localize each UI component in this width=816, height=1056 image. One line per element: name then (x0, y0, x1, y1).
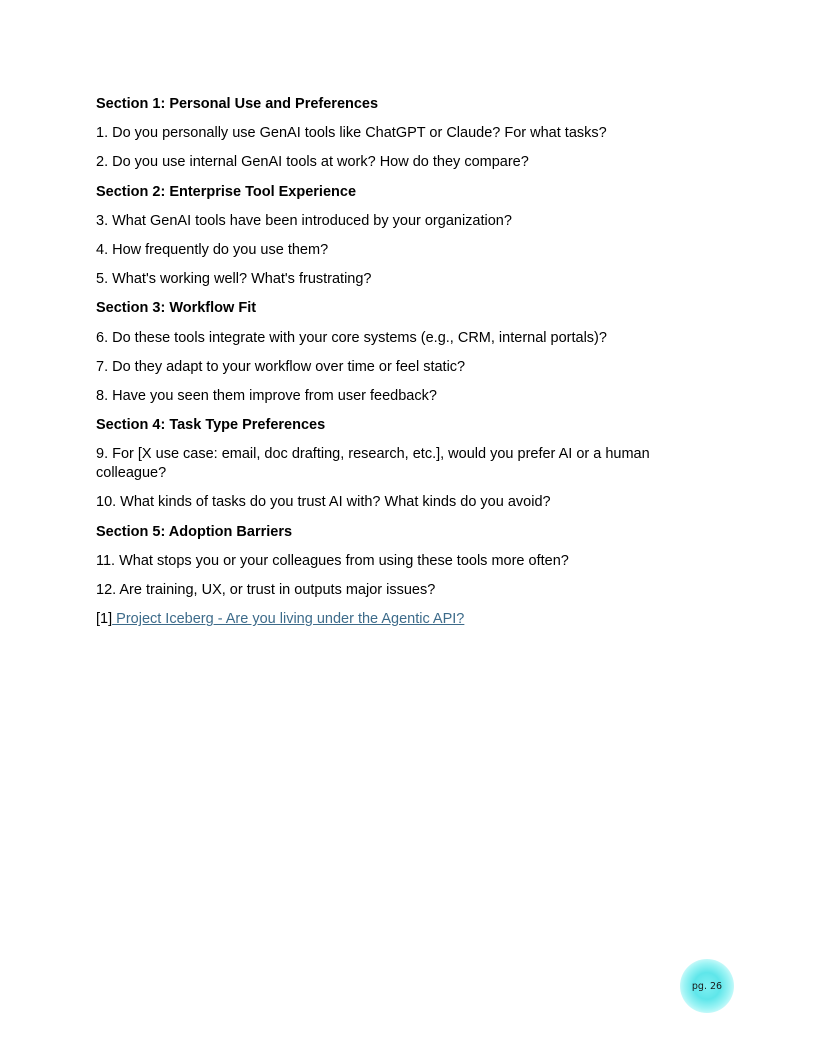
footnote (96, 610, 696, 629)
footnote-marker[interactable]: [1] (96, 611, 113, 628)
section-4-heading: Section 4: Task Type Preferences (96, 417, 326, 434)
question-7: 7. Do they adapt to your workflow over time or feel static? (96, 358, 466, 375)
section-3-heading: Section 3: Workflow Fit (96, 300, 257, 317)
footnote-link[interactable]: Project Iceberg - Are you living under the Agentic API? (112, 611, 465, 628)
section-2-heading: Section 2: Enterprise Tool Experience (96, 183, 357, 200)
question-12: 12. Are training, UX, or trust in outputs major issues? (96, 582, 436, 598)
question-1: 1. Do you personally use GenAI tools like ChatGPT or Claude? For what tasks? (96, 125, 607, 142)
question-5: 5. What's working well? What's frustrating? (96, 271, 372, 288)
document-body (96, 95, 696, 639)
question-10: 10. What kinds of tasks do you trust AI with? What kinds do you avoid? (96, 494, 551, 511)
question-6: 6. Do these tools integrate with your core systems (e.g., CRM, internal portals)? (96, 329, 607, 346)
question-11: 11. What stops you or your colleagues from using these tools more often? (96, 552, 569, 569)
section-5-heading: Section 5: Adoption Barriers (96, 523, 293, 540)
section-1-heading: Section 1: Personal Use and Preferences (96, 96, 379, 112)
question-2: 2. Do you use internal GenAI tools at work? How do they compare? (96, 154, 529, 171)
question-4: 4. How frequently do you use them? (96, 241, 329, 258)
question-3: 3. What GenAI tools have been introduced by your organization? (96, 212, 512, 229)
question-9: 9. For [X use case: email, doc drafting, research, etc.], would you prefer AI or a human colleague? (96, 446, 650, 482)
question-8: 8. Have you seen them improve from user feedback? (96, 387, 437, 404)
page-number: pg. 26 (691, 980, 723, 992)
page-number-badge (680, 959, 734, 1013)
